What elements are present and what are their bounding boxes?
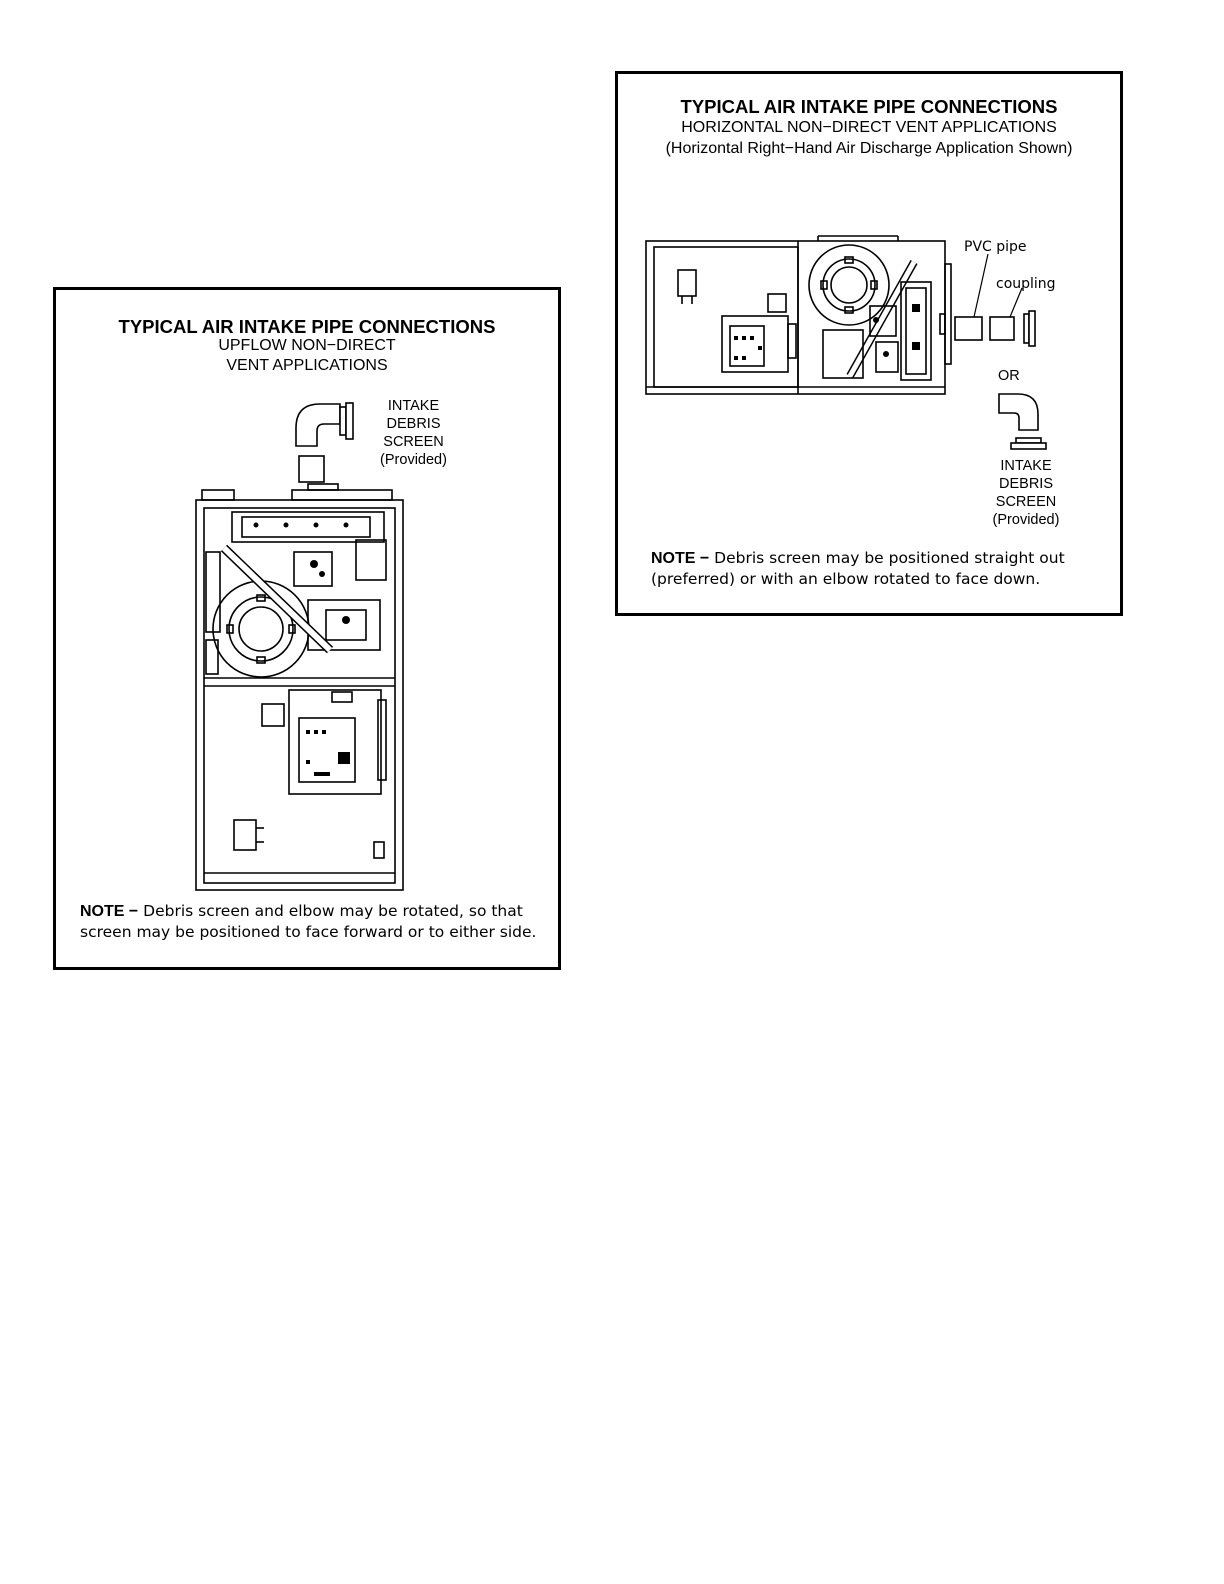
figure-subtitle: UPFLOW NON−DIRECT bbox=[218, 337, 396, 354]
coupling-label: coupling bbox=[996, 276, 1056, 292]
or-label: OR bbox=[998, 368, 1020, 384]
label-line: SCREEN bbox=[995, 494, 1057, 510]
label-line: SCREEN bbox=[383, 434, 444, 450]
label-line: (Provided) bbox=[992, 512, 1060, 528]
figure-title: TYPICAL AIR INTAKE PIPE CONNECTIONS bbox=[118, 316, 496, 337]
intake-screen-label bbox=[371, 397, 456, 469]
label-line: INTAKE bbox=[387, 398, 440, 414]
figure-subtitle: HORIZONTAL NON−DIRECT VENT APPLICATIONS bbox=[681, 119, 1057, 136]
note-text: Debris screen may be positioned straight out bbox=[714, 549, 1065, 567]
upflow-furnace-drawing bbox=[56, 290, 558, 967]
label-line: (Provided) bbox=[380, 452, 447, 468]
note-text: (preferred) or with an elbow rotated to face down. bbox=[651, 570, 1041, 588]
figure-title: TYPICAL AIR INTAKE PIPE CONNECTIONS bbox=[680, 96, 1058, 117]
label-line: DEBRIS bbox=[999, 476, 1053, 492]
figure-note bbox=[651, 548, 1111, 589]
note-heading: NOTE − bbox=[80, 903, 139, 920]
horizontal-intake-figure bbox=[615, 71, 1123, 616]
note-text: Debris screen and elbow may be rotated, so that bbox=[143, 902, 523, 920]
note-heading: NOTE − bbox=[651, 550, 710, 567]
note-text: screen may be positioned to face forward or to either side. bbox=[80, 923, 537, 941]
figure-subtitle-detail: (Horizontal Right−Hand Air Discharge Application Shown) bbox=[665, 140, 1073, 157]
figure-note bbox=[80, 901, 550, 942]
pvc-pipe-label: PVC pipe bbox=[964, 239, 1027, 255]
horizontal-furnace-drawing bbox=[618, 74, 1120, 613]
intake-screen-label bbox=[976, 457, 1076, 529]
label-line: INTAKE bbox=[1000, 458, 1052, 474]
upflow-intake-figure bbox=[53, 287, 561, 970]
label-line: DEBRIS bbox=[386, 416, 441, 432]
figure-subtitle-detail: VENT APPLICATIONS bbox=[226, 357, 388, 374]
